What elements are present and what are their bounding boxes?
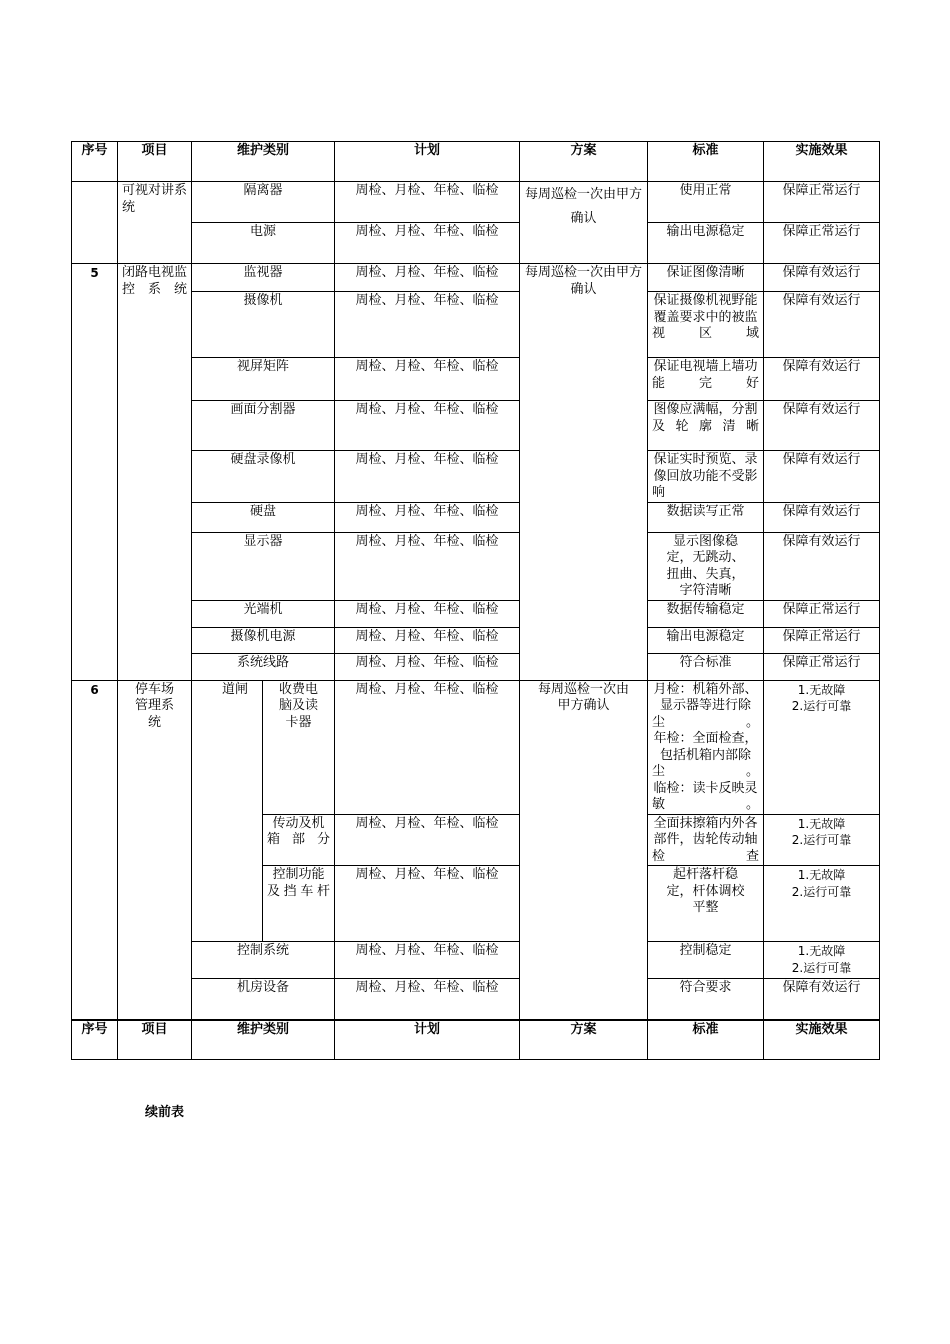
cell-type: 视屏矩阵: [192, 358, 335, 401]
header-effect: 实施效果: [764, 1020, 880, 1060]
header-effect: 实施效果: [764, 142, 880, 182]
header-seq: 序号: [72, 142, 118, 182]
table-row: [72, 502, 880, 532]
parking-item: 停车场 管理系 统: [118, 680, 192, 1020]
gate-label: 道闸: [192, 680, 263, 942]
cell-plan: 周检、月检、年检、临检: [335, 600, 520, 627]
table-row: [72, 600, 880, 627]
cell-effect: 保障有效运行: [764, 401, 880, 451]
cell-standard: 起杆落杆稳 定，杆体调校 平整: [648, 866, 764, 942]
table-row: [72, 942, 880, 979]
cell-effect: 1.无故障 2.运行可靠: [764, 680, 880, 814]
header-seq: 序号: [72, 1020, 118, 1060]
cctv-seq: 5: [72, 264, 118, 681]
header-type: 维护类别: [192, 142, 335, 182]
cell-standard: 保证摄像机视野能覆盖要求中的被监视区域: [648, 292, 764, 358]
cell-plan: 周检、月检、年检、临检: [335, 653, 520, 680]
table-header-row: [72, 142, 880, 182]
cell-standard: 保证实时预览、录像回放功能不受影响: [648, 451, 764, 503]
cell-subtype: 收费电 脑及读 卡器: [263, 680, 335, 814]
cell-effect: 保障正常运行: [764, 653, 880, 680]
cell-type: 电源: [192, 223, 335, 264]
cell-standard: 输出电源稳定: [648, 627, 764, 653]
header-item: 项目: [118, 1020, 192, 1060]
parking-scheme: 每周巡检一次由 甲方确认: [520, 680, 648, 1020]
cell-type: 硬盘: [192, 502, 335, 532]
cell-effect: 1.无故障 2.运行可靠: [764, 942, 880, 979]
table-row: [72, 451, 880, 503]
cell-effect: 1.无故障 2.运行可靠: [764, 814, 880, 866]
cell-effect: 保障正常运行: [764, 600, 880, 627]
table-row: [72, 401, 880, 451]
cell-standard: 控制稳定: [648, 942, 764, 979]
table-row: [72, 223, 880, 264]
cell-type: 显示器: [192, 532, 335, 600]
header-standard: 标准: [648, 1020, 764, 1060]
intercom-item: 可视对讲系统: [118, 182, 192, 264]
cell-plan: 周检、月检、年检、临检: [335, 292, 520, 358]
cell-standard: 保证图像清晰: [648, 264, 764, 292]
cell-effect: 保障正常运行: [764, 223, 880, 264]
header-plan: 计划: [335, 1020, 520, 1060]
cell-standard: 输出电源稳定: [648, 223, 764, 264]
cell-plan: 周检、月检、年检、临检: [335, 979, 520, 1020]
intercom-scheme: 每周巡检一次由甲方确认: [520, 182, 648, 264]
cell-standard: 全面抹擦箱内外各部件，齿轮传动轴检查: [648, 814, 764, 866]
cell-type: 摄像机电源: [192, 627, 335, 653]
cell-effect: 保障有效运行: [764, 264, 880, 292]
cell-effect: 保障正常运行: [764, 627, 880, 653]
table-row: [72, 979, 880, 1020]
header-scheme: 方案: [520, 1020, 648, 1060]
cell-standard: 图像应满幅，分割及轮廓清晰: [648, 401, 764, 451]
cell-standard: 月检：机箱外部、显示器等进行除尘。 年检：全面检查，包括机箱内部除尘。 临检：读卡反映灵敏。: [648, 680, 764, 814]
intercom-seq: [72, 182, 118, 264]
table-row: [72, 182, 880, 223]
cell-effect: 保障有效运行: [764, 358, 880, 401]
table-header-row-repeat: [72, 1020, 880, 1060]
parking-seq: 6: [72, 680, 118, 1020]
cell-standard: 符合要求: [648, 979, 764, 1020]
cell-standard: 显示图像稳 定，无跳动、 扭曲、失真， 字符清晰: [648, 532, 764, 600]
cell-plan: 周检、月检、年检、临检: [335, 223, 520, 264]
cell-plan: 周检、月检、年检、临检: [335, 866, 520, 942]
header-type: 维护类别: [192, 1020, 335, 1060]
cell-effect: 保障有效运行: [764, 979, 880, 1020]
cell-effect: 保障有效运行: [764, 532, 880, 600]
cell-subtype: 传动及机箱部分: [263, 814, 335, 866]
cell-effect: 保障有效运行: [764, 451, 880, 503]
cell-effect: 保障有效运行: [764, 292, 880, 358]
cell-effect: 保障有效运行: [764, 502, 880, 532]
table-row: [72, 358, 880, 401]
cell-plan: 周检、月检、年检、临检: [335, 627, 520, 653]
table-row: [72, 264, 880, 292]
header-scheme: 方案: [520, 142, 648, 182]
header-standard: 标准: [648, 142, 764, 182]
cell-plan: 周检、月检、年检、临检: [335, 451, 520, 503]
cell-plan: 周检、月检、年检、临检: [335, 942, 520, 979]
cell-subtype: 控制功能及挡车杆: [263, 866, 335, 942]
cell-standard: 数据读写正常: [648, 502, 764, 532]
cell-effect: 1.无故障 2.运行可靠: [764, 866, 880, 942]
cell-plan: 周检、月检、年检、临检: [335, 264, 520, 292]
cell-standard: 数据传输稳定: [648, 600, 764, 627]
cctv-item: 闭路电视监控系统: [118, 264, 192, 681]
cell-type: 隔离器: [192, 182, 335, 223]
cell-plan: 周检、月检、年检、临检: [335, 680, 520, 814]
header-item: 项目: [118, 142, 192, 182]
cell-type: 光端机: [192, 600, 335, 627]
maintenance-table: [71, 141, 880, 1060]
cell-effect: 保障正常运行: [764, 182, 880, 223]
header-plan: 计划: [335, 142, 520, 182]
table-row: [72, 292, 880, 358]
cell-standard: 符合标准: [648, 653, 764, 680]
cell-type: 系统线路: [192, 653, 335, 680]
cell-plan: 周检、月检、年检、临检: [335, 532, 520, 600]
cell-type: 机房设备: [192, 979, 335, 1020]
cctv-scheme: 每周巡检一次由甲方确认: [520, 264, 648, 681]
table-row: [72, 653, 880, 680]
cell-plan: 周检、月检、年检、临检: [335, 401, 520, 451]
table-row: [72, 680, 880, 814]
cell-type: 监视器: [192, 264, 335, 292]
cell-plan: 周检、月检、年检、临检: [335, 502, 520, 532]
table-row: [72, 532, 880, 600]
cell-plan: 周检、月检、年检、临检: [335, 814, 520, 866]
cell-type: 摄像机: [192, 292, 335, 358]
cell-standard: 保证电视墙上墙功能完好: [648, 358, 764, 401]
cell-type: 画面分割器: [192, 401, 335, 451]
table-row: [72, 627, 880, 653]
cell-plan: 周检、月检、年检、临检: [335, 358, 520, 401]
cell-type: 控制系统: [192, 942, 335, 979]
cell-plan: 周检、月检、年检、临检: [335, 182, 520, 223]
cell-standard: 使用正常: [648, 182, 764, 223]
continuation-note: 续前表: [145, 1105, 185, 1120]
cell-type: 硬盘录像机: [192, 451, 335, 503]
